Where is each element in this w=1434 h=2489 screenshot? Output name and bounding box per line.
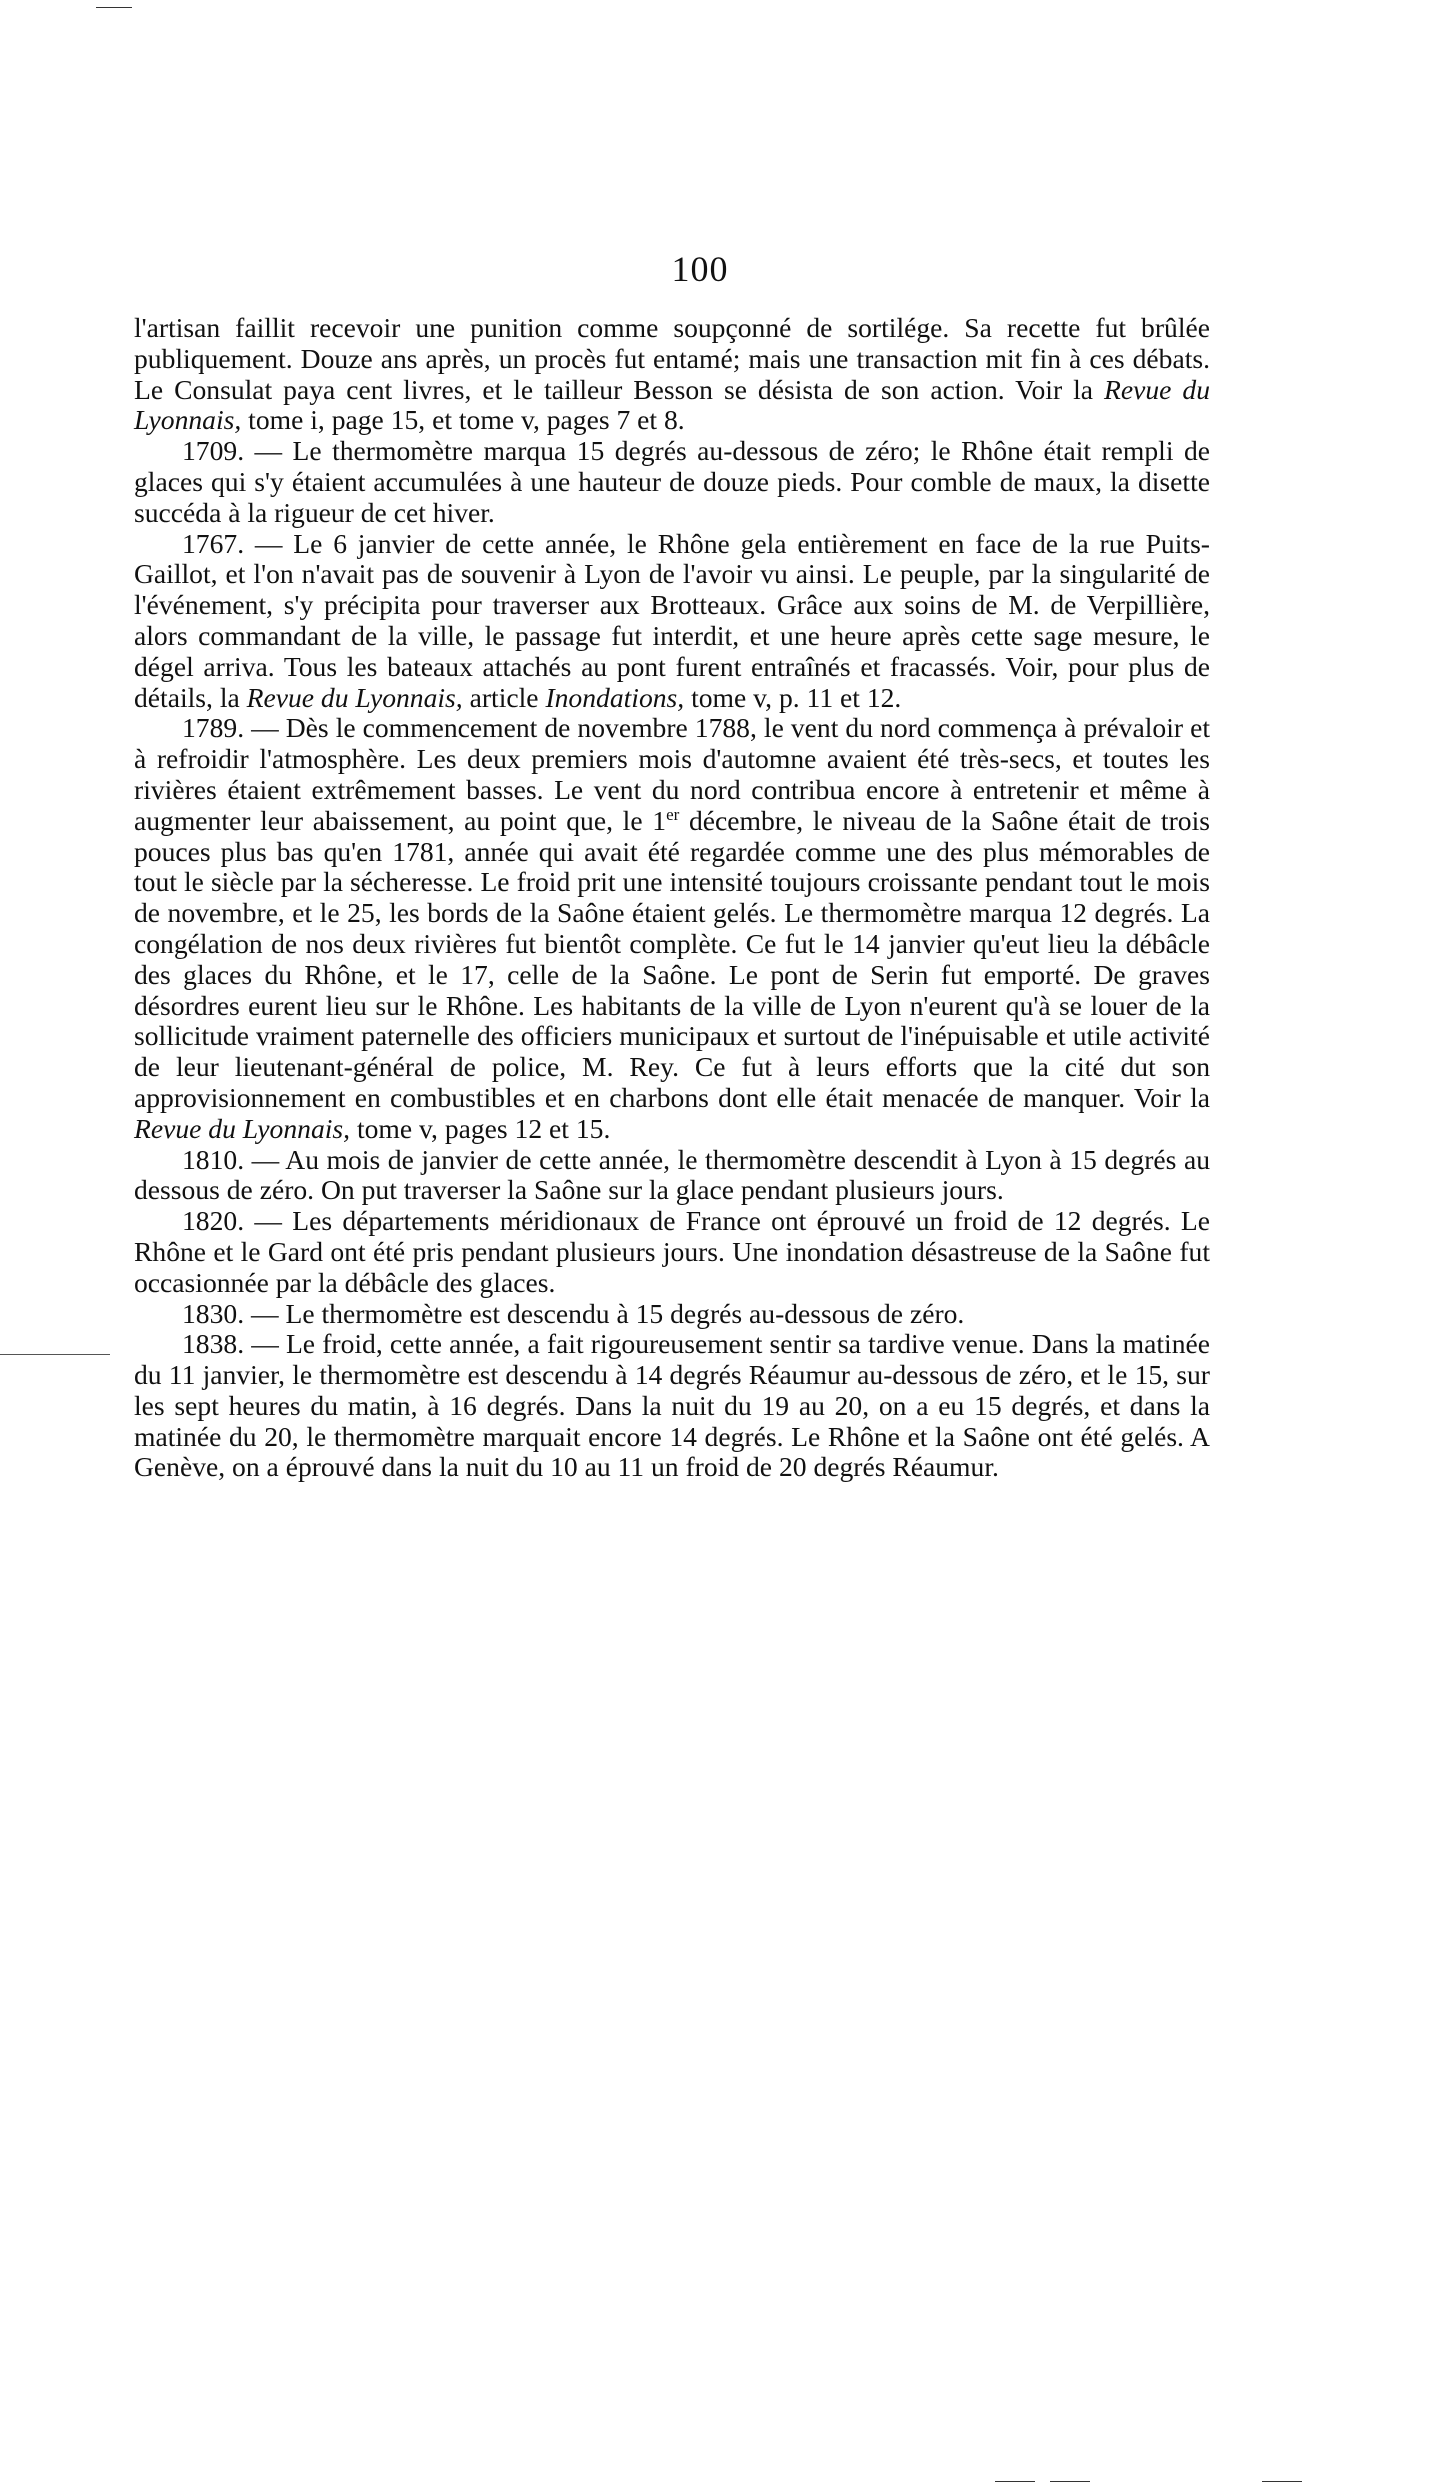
text-run: 1810. — Au mois de janvier de cette année, le thermomètre descendit à Lyon à 15 degrés au dessous de zéro. On put traverser la Saône sur la glace pendant plusieurs jours. bbox=[134, 1143, 1210, 1206]
text-run: 1767. — Le 6 janvier de cette année, le Rhône gela entièrement en face de la rue Puits-Gaillot, et l'on n'avait pas de souvenir à Lyon de l'avoir vu ainsi. Le peuple, par la singularité de l'événement, s'y précipita pour traverser aux Brotteaux. Grâce aux soins de M. de Verpillière, alors commandant de la ville, le passage fut interdit, et une heure après cette sage mesure, le dégel arriva. Tous les bateaux attachés au pont furent entraînés et fracassés. Voir, pour plus de détails, la bbox=[134, 527, 1210, 713]
text-run: tome v, pages 12 et 15. bbox=[350, 1112, 611, 1144]
bottom-edge-mark-2 bbox=[1050, 2481, 1090, 2482]
paragraph bbox=[134, 713, 1210, 1144]
paragraph bbox=[134, 1329, 1210, 1483]
text-run: 1820. — Les départements méridionaux de France ont éprouvé un froid de 12 degrés. Le Rhône et le Gard ont été pris pendant plusieurs jours. Une inondation désastreuse de la Saône fut occasionnée par la débâcle des glaces. bbox=[134, 1205, 1210, 1298]
text-run: tome i, page 15, et tome v, pages 7 et 8. bbox=[241, 404, 685, 436]
paragraph bbox=[134, 1206, 1210, 1298]
text-run: l'artisan faillit recevoir une punition comme soupçonné de sortilége. Sa recette fut brûlée publiquement. Douze ans après, un procès fut entamé; mais une transaction mit fin à ces débats. Le Consulat paya cent livres, et le tailleur Besson se désista de son action. Voir la bbox=[134, 312, 1210, 405]
body-text bbox=[134, 313, 1210, 1483]
italic-text: Revue du Lyonnais, bbox=[134, 373, 1210, 436]
bottom-edge-mark-3 bbox=[1262, 2481, 1302, 2482]
italic-text: Revue du Lyonnais, bbox=[246, 681, 463, 713]
paragraph bbox=[134, 1299, 1210, 1330]
text-run: tome v, p. 11 et 12. bbox=[684, 681, 902, 713]
top-edge-mark bbox=[96, 7, 132, 8]
text-run: 1838. — Le froid, cette année, a fait rigoureusement sentir sa tardive venue. Dans la matinée du 11 janvier, le thermomètre est descendu à 14 degrés Réaumur au-dessous de zéro, et le 15, sur les sept heures du matin, à 16 degrés. Dans la nuit du 19 au 20, on a eu 15 degrés, et dans la matinée du 20, le thermomètre marquait encore 14 degrés. Le Rhône et la Saône ont été gelés. A Genève, on a éprouvé dans la nuit du 10 au 11 un froid de 20 degrés Réaumur. bbox=[134, 1328, 1210, 1483]
paragraph bbox=[134, 529, 1210, 714]
page-number: 100 bbox=[671, 249, 729, 289]
text-run: décembre, le niveau de la Saône était de trois pouces plus bas qu'en 1781, année qui avait été regardée comme une des plus mémorables de tout le siècle par la sécheresse. Le froid prit une intensité toujours croissante pendant tout le mois de novembre, et le 25, les bords de la Saône étaient gelés. Le thermomètre marqua 12 degrés. La congélation de nos deux rivières fut bientôt complète. Ce fut le 14 janvier qu'eut lieu la débâcle des glaces du Rhône, et le 17, celle de la Saône. Le pont de Serin fut emporté. De graves désordres eurent lieu sur le Rhône. Les habitants de la ville de Lyon n'eurent qu'à se louer de la sollicitude vraiment paternelle des officiers municipaux et surtout de l'inépuisable et utile activité de leur lieutenant-général de police, M. Rey. Ce fut à leurs efforts que la cité dut son approvisionnement en combustibles et en charbons dont elle était menacée de manquer. Voir la bbox=[134, 804, 1210, 1113]
text-run: 1709. — Le thermomètre marqua 15 degrés au-dessous de zéro; le Rhône était rempli de glaces qui s'y étaient accumulées à une hauteur de douze pieds. Pour comble de maux, la disette succéda à la rigueur de cet hiver. bbox=[134, 435, 1210, 528]
text-run: 1830. — Le thermomètre est descendu à 15 degrés au-dessous de zéro. bbox=[182, 1297, 965, 1329]
text-run: 1789. — Dès le commencement de novembre 1788, le vent du nord commença à prévaloir et à refroidir l'atmosphère. Les deux premiers mois d'automne avaient été très-secs, et toutes les rivières étaient extrêmement basses. Le vent du nord contribua encore à entretenir et même à augmenter leur abaissement, au point que, le 1 bbox=[134, 712, 1210, 836]
text-run: article bbox=[462, 681, 546, 713]
italic-text: Inondations, bbox=[545, 681, 685, 713]
margin-mark-left bbox=[0, 1354, 110, 1355]
paragraph bbox=[134, 1145, 1210, 1207]
paragraph bbox=[134, 313, 1210, 436]
paragraph bbox=[134, 436, 1210, 528]
superscript-text: er bbox=[666, 804, 680, 824]
italic-text: Revue du Lyonnais, bbox=[134, 1112, 351, 1144]
bottom-edge-mark-1 bbox=[995, 2481, 1035, 2482]
